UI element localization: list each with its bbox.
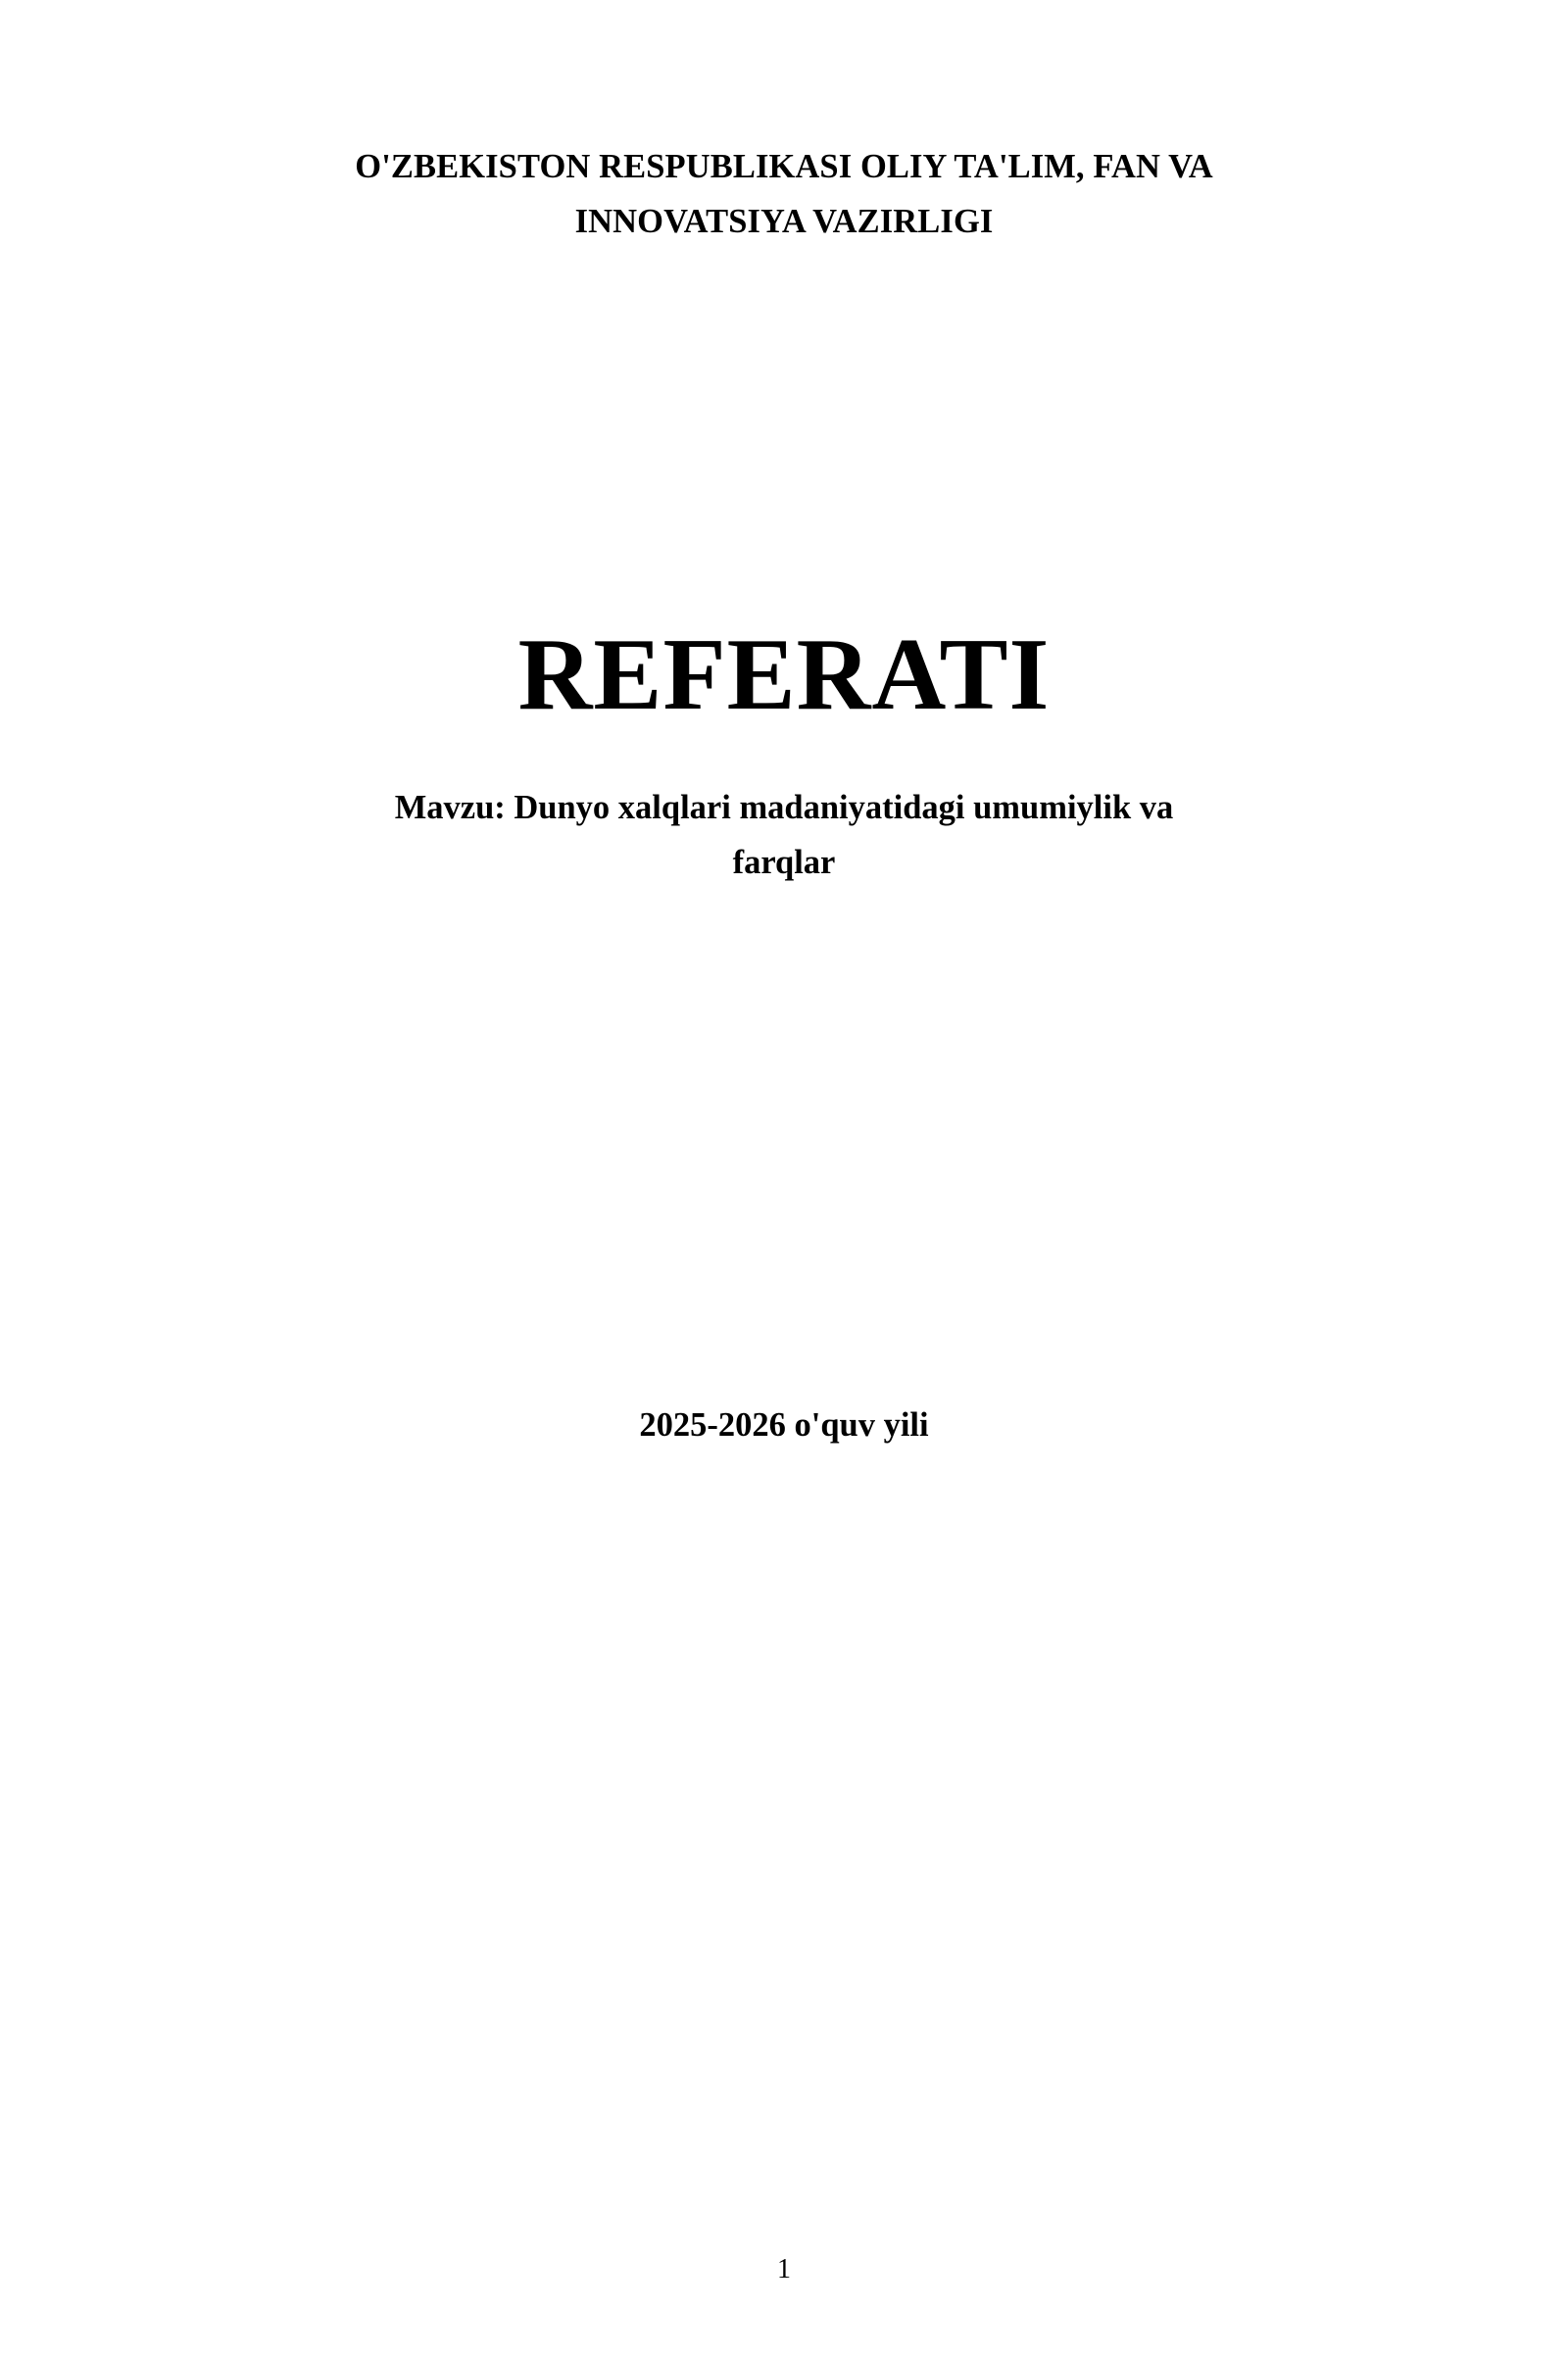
- subject-line-1: Mavzu: Dunyo xalqlari madaniyatidagi umumiylik va: [394, 789, 1174, 827]
- ministry-header-line-2: INNOVATSIYA VAZIRLIGI: [574, 202, 994, 240]
- page-title: REFERATI: [517, 615, 1051, 731]
- page-number: 1: [777, 2254, 791, 2284]
- document-page: [0, 140, 1568, 2357]
- subject-heading: [225, 781, 1343, 891]
- subject-line-2: farqlar: [732, 844, 836, 882]
- ministry-header-line-1: O'ZBEKISTON RESPUBLIKASI OLIY TA'LIM, FAN VA: [355, 148, 1213, 185]
- ministry-header: [225, 140, 1343, 250]
- academic-year: 2025-2026 o'quv yili: [639, 1406, 929, 1444]
